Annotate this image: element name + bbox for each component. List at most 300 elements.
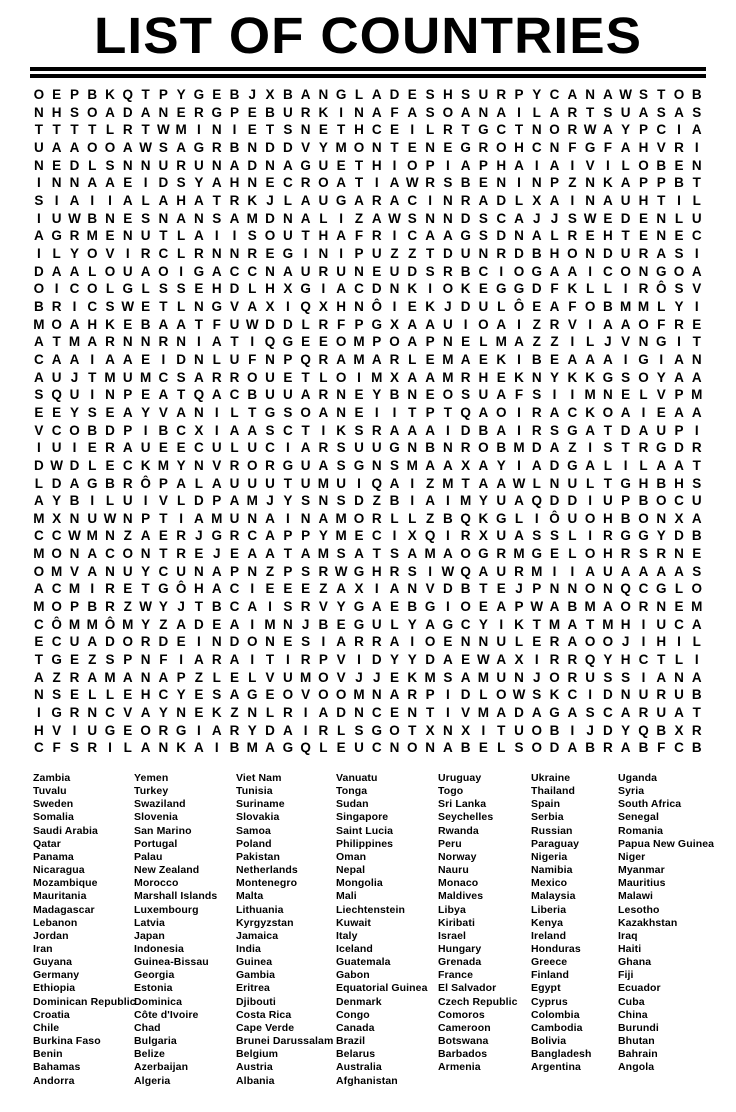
grid-row: [30, 386, 706, 404]
grid-cell: O: [158, 263, 169, 279]
grid-cell: E: [585, 228, 595, 244]
word-item: Finland: [531, 969, 570, 982]
grid-cell: I: [428, 281, 432, 297]
grid-cell: X: [514, 652, 524, 668]
grid-cell: N: [389, 740, 400, 756]
grid-cell: C: [674, 740, 684, 756]
grid-cell: P: [354, 316, 364, 332]
grid-cell: F: [514, 387, 524, 403]
grid-cell: G: [86, 475, 98, 491]
grid-cell: G: [51, 705, 62, 721]
grid-cell: R: [460, 369, 471, 385]
grid-cell: U: [51, 440, 62, 456]
grid-cell: A: [211, 581, 222, 597]
grid-cell: A: [496, 387, 507, 403]
grid-cell: N: [265, 157, 275, 173]
grid-cell: O: [282, 687, 294, 703]
grid-cell: R: [105, 599, 115, 615]
grid-cell: I: [677, 193, 681, 209]
grid-cell: A: [460, 669, 471, 685]
grid-cell: J: [621, 634, 630, 650]
grid-cell: M: [353, 351, 365, 367]
grid-cell: G: [104, 722, 116, 738]
grid-cell: D: [496, 228, 507, 244]
word-item: Greece: [531, 956, 568, 969]
grid-cell: E: [407, 140, 417, 156]
grid-cell: U: [691, 493, 702, 509]
grid-cell: S: [354, 722, 364, 738]
grid-cell: Q: [300, 351, 311, 367]
grid-cell: R: [176, 157, 187, 173]
grid-cell: Y: [176, 457, 186, 473]
grid-cell: R: [105, 581, 115, 597]
grid-cell: I: [392, 404, 397, 420]
grid-cell: Y: [141, 616, 151, 632]
grid-cell: S: [265, 422, 275, 438]
grid-cell: T: [283, 475, 292, 491]
grid-cell: W: [68, 528, 81, 544]
grid-cell: N: [354, 705, 364, 721]
grid-cell: M: [104, 669, 116, 685]
grid-cell: B: [496, 440, 507, 456]
word-item: Jamaica: [236, 929, 279, 942]
word-item: Tunisia: [236, 785, 273, 798]
grid-cell: B: [638, 493, 649, 509]
grid-row: [30, 157, 706, 175]
grid-row: [30, 351, 706, 369]
grid-cell: A: [34, 493, 44, 509]
word-item: Samoa: [236, 824, 271, 837]
grid-cell: C: [247, 263, 258, 279]
word-item: Papua New Guinea: [618, 837, 715, 850]
grid-cell: N: [300, 122, 311, 138]
grid-cell: L: [265, 705, 275, 721]
grid-cell: Z: [390, 245, 399, 261]
grid-cell: R: [460, 193, 471, 209]
word-item: Niger: [618, 850, 646, 863]
word-item: Barbados: [438, 1048, 488, 1061]
grid-cell: I: [161, 351, 166, 367]
grid-cell: E: [123, 316, 133, 332]
word-item: Uruguay: [438, 771, 482, 784]
grid-cell: W: [512, 687, 526, 703]
grid-cell: A: [567, 616, 578, 632]
grid-cell: H: [265, 281, 275, 297]
grid-cell: R: [691, 722, 702, 738]
grid-cell: L: [674, 210, 684, 226]
grid-cell: R: [371, 422, 382, 438]
grid-cell: B: [691, 740, 702, 756]
grid-cell: G: [567, 457, 578, 473]
grid-cell: T: [372, 546, 381, 562]
grid-cell: H: [620, 652, 631, 668]
grid-cell: I: [445, 528, 450, 544]
word-item: Afghanistan: [336, 1074, 398, 1087]
word-list-column: [134, 772, 236, 1088]
grid-cell: R: [674, 140, 684, 156]
grid-cell: Y: [247, 722, 257, 738]
grid-cell: J: [515, 581, 523, 597]
word-item: Malaysia: [531, 890, 576, 903]
grid-cell: O: [104, 140, 116, 156]
grid-cell: I: [90, 493, 95, 509]
grid-cell: G: [531, 546, 543, 562]
grid-cell: O: [335, 334, 347, 350]
grid-cell: C: [531, 140, 542, 156]
grid-cell: E: [265, 687, 275, 703]
grid-cell: L: [105, 493, 115, 509]
grid-cell: E: [621, 387, 631, 403]
grid-cell: Ô: [104, 616, 116, 632]
grid-cell: U: [354, 440, 364, 456]
word-item: Angola: [618, 1061, 655, 1074]
grid-cell: M: [548, 616, 561, 632]
grid-cell: A: [247, 422, 258, 438]
grid-cell: T: [34, 652, 44, 668]
grid-cell: O: [495, 140, 507, 156]
grid-cell: E: [301, 334, 311, 350]
grid-cell: X: [407, 528, 417, 544]
grid-cell: I: [197, 634, 201, 650]
grid-cell: U: [478, 87, 489, 103]
grid-cell: K: [478, 510, 489, 526]
grid-cell: G: [567, 422, 578, 438]
grid-cell: Y: [656, 369, 666, 385]
grid-cell: I: [54, 281, 59, 297]
grid-cell: I: [37, 245, 41, 261]
grid-cell: A: [140, 104, 151, 120]
grid-cell: I: [374, 404, 379, 420]
grid-cell: I: [250, 334, 255, 350]
grid-cell: S: [87, 404, 97, 420]
grid-cell: U: [140, 440, 151, 456]
grid-cell: T: [461, 475, 470, 491]
grid-cell: S: [301, 493, 311, 509]
grid-cell: W: [583, 122, 597, 138]
grid-cell: F: [568, 140, 577, 156]
grid-cell: A: [656, 245, 667, 261]
grid-cell: P: [638, 175, 648, 191]
word-item: Equatorial Guinea: [336, 982, 428, 995]
grid-cell: A: [229, 652, 240, 668]
word-item: Dominica: [134, 995, 183, 1008]
grid-cell: N: [603, 387, 613, 403]
grid-cell: D: [549, 493, 560, 509]
grid-cell: H: [674, 475, 684, 491]
grid-cell: P: [176, 669, 186, 685]
grid-cell: R: [442, 263, 453, 279]
grid-cell: G: [51, 652, 62, 668]
grid-cell: O: [460, 546, 471, 562]
word-item: Indonesia: [134, 942, 184, 955]
grid-cell: N: [371, 457, 382, 473]
grid-cell: E: [158, 440, 168, 456]
grid-cell: M: [353, 334, 365, 350]
grid-cell: L: [408, 351, 417, 367]
grid-cell: N: [603, 581, 613, 597]
grid-cell: D: [603, 245, 613, 261]
grid-cell: A: [674, 457, 684, 473]
grid-cell: E: [176, 634, 186, 650]
grid-cell: D: [620, 422, 631, 438]
grid-cell: O: [478, 316, 489, 332]
grid-cell: S: [514, 740, 524, 756]
grid-cell: C: [407, 228, 418, 244]
grid-cell: R: [300, 599, 311, 615]
grid-cell: S: [105, 157, 115, 173]
grid-cell: A: [674, 563, 684, 579]
grid-cell: G: [371, 722, 382, 738]
grid-cell: U: [354, 740, 364, 756]
grid-cell: I: [570, 157, 575, 173]
grid-cell: D: [442, 245, 453, 261]
grid-cell: B: [318, 616, 329, 632]
grid-cell: N: [496, 175, 507, 191]
grid-cell: Y: [141, 404, 151, 420]
grid-cell: G: [353, 616, 365, 632]
grid-cell: V: [34, 422, 44, 438]
grid-cell: O: [353, 510, 365, 526]
grid-cell: A: [496, 652, 507, 668]
grid-cell: I: [517, 175, 521, 191]
grid-cell: A: [691, 263, 702, 279]
word-item: Ghana: [618, 956, 652, 969]
grid-cell: S: [425, 87, 435, 103]
grid-cell: G: [335, 193, 347, 209]
grid-cell: F: [52, 740, 61, 756]
grid-cell: S: [692, 563, 702, 579]
grid-cell: A: [620, 175, 631, 191]
grid-cell: M: [33, 510, 45, 526]
grid-cell: C: [549, 87, 560, 103]
grid-cell: Y: [390, 652, 400, 668]
grid-cell: S: [158, 140, 168, 156]
grid-cell: P: [425, 404, 435, 420]
grid-cell: R: [318, 722, 329, 738]
word-item: Mauritania: [33, 890, 87, 903]
grid-cell: O: [620, 599, 631, 615]
grid-cell: M: [335, 510, 347, 526]
grid-cell: U: [51, 369, 62, 385]
word-item: Guyana: [33, 956, 73, 969]
grid-cell: C: [176, 422, 187, 438]
grid-cell: I: [606, 157, 610, 173]
grid-cell: P: [514, 87, 524, 103]
grid-cell: N: [638, 334, 649, 350]
word-item: Israel: [438, 929, 467, 942]
grid-cell: N: [656, 210, 667, 226]
grid-cell: E: [461, 652, 471, 668]
word-item: Cuba: [618, 995, 645, 1008]
grid-cell: A: [371, 104, 382, 120]
grid-cell: L: [105, 281, 115, 297]
grid-cell: A: [140, 740, 151, 756]
grid-cell: Z: [319, 581, 328, 597]
grid-cell: V: [105, 245, 115, 261]
grid-cell: G: [495, 510, 507, 526]
grid-cell: M: [691, 599, 703, 615]
grid-cell: O: [531, 722, 543, 738]
grid-cell: A: [674, 369, 684, 385]
grid-cell: U: [122, 263, 133, 279]
grid-cell: Q: [264, 334, 276, 350]
grid-cell: N: [247, 563, 258, 579]
grid-cell: Q: [531, 493, 543, 509]
word-item: Gambia: [236, 969, 276, 982]
grid-cell: C: [87, 298, 98, 314]
grid-cell: A: [87, 563, 98, 579]
grid-cell: L: [657, 298, 666, 314]
grid-cell: U: [229, 351, 240, 367]
grid-cell: Q: [584, 652, 596, 668]
grid-cell: L: [301, 316, 310, 332]
grid-cell: U: [34, 140, 44, 156]
grid-cell: A: [407, 369, 418, 385]
grid-cell: D: [51, 475, 62, 491]
grid-cell: N: [425, 140, 435, 156]
grid-cell: I: [694, 652, 699, 668]
grid-cell: I: [392, 228, 397, 244]
grid-cell: N: [122, 228, 133, 244]
grid-cell: A: [389, 581, 400, 597]
grid-cell: L: [88, 457, 97, 473]
grid-cell: I: [677, 634, 681, 650]
grid-cell: E: [478, 351, 488, 367]
grid-cell: G: [264, 404, 276, 420]
word-item: Saudi Arabia: [33, 824, 98, 837]
grid-cell: V: [158, 404, 168, 420]
grid-row: [30, 616, 706, 634]
grid-cell: A: [371, 87, 382, 103]
grid-cell: N: [442, 210, 453, 226]
grid-cell: S: [390, 546, 400, 562]
grid-cell: L: [212, 351, 221, 367]
grid-cell: O: [86, 140, 98, 156]
grid-cell: C: [691, 228, 702, 244]
grid-cell: A: [389, 687, 400, 703]
grid-cell: O: [51, 546, 62, 562]
grid-cell: I: [357, 652, 361, 668]
word-item: Algeria: [134, 1074, 171, 1087]
word-item: Bahrain: [618, 1048, 658, 1061]
grid-cell: A: [442, 740, 453, 756]
grid-cell: J: [195, 528, 203, 544]
grid-cell: W: [477, 652, 490, 668]
grid-cell: K: [105, 87, 115, 103]
grid-cell: N: [638, 263, 649, 279]
grid-row: [30, 439, 706, 457]
grid-cell: N: [87, 705, 98, 721]
grid-cell: I: [339, 210, 344, 226]
grid-cell: J: [444, 298, 452, 314]
grid-row: [30, 527, 706, 545]
grid-cell: R: [318, 440, 329, 456]
grid-cell: S: [301, 634, 311, 650]
grid-cell: A: [34, 228, 44, 244]
grid-cell: N: [691, 157, 702, 173]
grid-cell: I: [90, 387, 95, 403]
grid-cell: I: [410, 475, 415, 491]
grid-cell: N: [549, 581, 560, 597]
grid-cell: V: [656, 140, 666, 156]
grid-cell: C: [34, 740, 44, 756]
grid-cell: Z: [532, 334, 541, 350]
grid-cell: B: [691, 528, 702, 544]
grid-cell: S: [336, 440, 346, 456]
grid-cell: R: [549, 634, 560, 650]
grid-cell: G: [193, 87, 205, 103]
grid-cell: I: [641, 669, 646, 685]
word-item: Suriname: [236, 798, 285, 811]
grid-cell: N: [247, 510, 258, 526]
grid-cell: A: [514, 210, 524, 226]
grid-cell: A: [442, 228, 453, 244]
grid-cell: R: [656, 546, 667, 562]
grid-cell: I: [37, 440, 41, 456]
word-item: Côte d'Ivoire: [134, 1008, 199, 1021]
grid-cell: A: [336, 175, 347, 191]
word-item: Tonga: [336, 785, 368, 798]
grid-cell: I: [285, 510, 290, 526]
grid-cell: S: [674, 245, 684, 261]
grid-cell: R: [656, 687, 667, 703]
grid-cell: N: [318, 493, 329, 509]
grid-cell: Z: [354, 210, 364, 226]
grid-cell: I: [517, 351, 521, 367]
grid-cell: A: [122, 404, 133, 420]
grid-cell: N: [69, 546, 80, 562]
grid-cell: O: [247, 634, 258, 650]
grid-cell: Y: [407, 652, 417, 668]
grid-cell: M: [442, 351, 454, 367]
grid-cell: G: [424, 599, 436, 615]
word-item: France: [438, 969, 474, 982]
grid-cell: U: [282, 104, 293, 120]
grid-cell: K: [567, 281, 578, 297]
grid-cell: R: [567, 652, 578, 668]
grid-cell: N: [105, 210, 115, 226]
grid-cell: A: [140, 528, 151, 544]
grid-cell: M: [584, 387, 596, 403]
grid-cell: A: [585, 563, 595, 579]
grid-cell: R: [318, 263, 329, 279]
grid-cell: N: [140, 546, 151, 562]
grid-cell: R: [549, 652, 560, 668]
grid-cell: A: [336, 228, 347, 244]
grid-cell: M: [139, 369, 152, 385]
grid-cell: J: [372, 669, 381, 685]
grid-cell: U: [51, 210, 62, 226]
grid-cell: S: [443, 669, 453, 685]
grid-cell: Y: [550, 369, 560, 385]
grid-cell: H: [34, 722, 44, 738]
grid-cell: V: [336, 652, 346, 668]
grid-cell: N: [407, 440, 418, 456]
grid-cell: A: [282, 157, 293, 173]
grid-cell: N: [211, 634, 222, 650]
grid-cell: A: [211, 334, 222, 350]
grid-cell: N: [620, 687, 631, 703]
grid-cell: K: [247, 193, 258, 209]
grid-cell: E: [638, 210, 648, 226]
grid-cell: A: [603, 351, 613, 367]
grid-cell: R: [158, 334, 169, 350]
grid-cell: I: [570, 563, 575, 579]
grid-cell: A: [531, 705, 542, 721]
grid-cell: D: [371, 281, 382, 297]
grid-cell: D: [460, 687, 471, 703]
grid-cell: P: [69, 87, 79, 103]
